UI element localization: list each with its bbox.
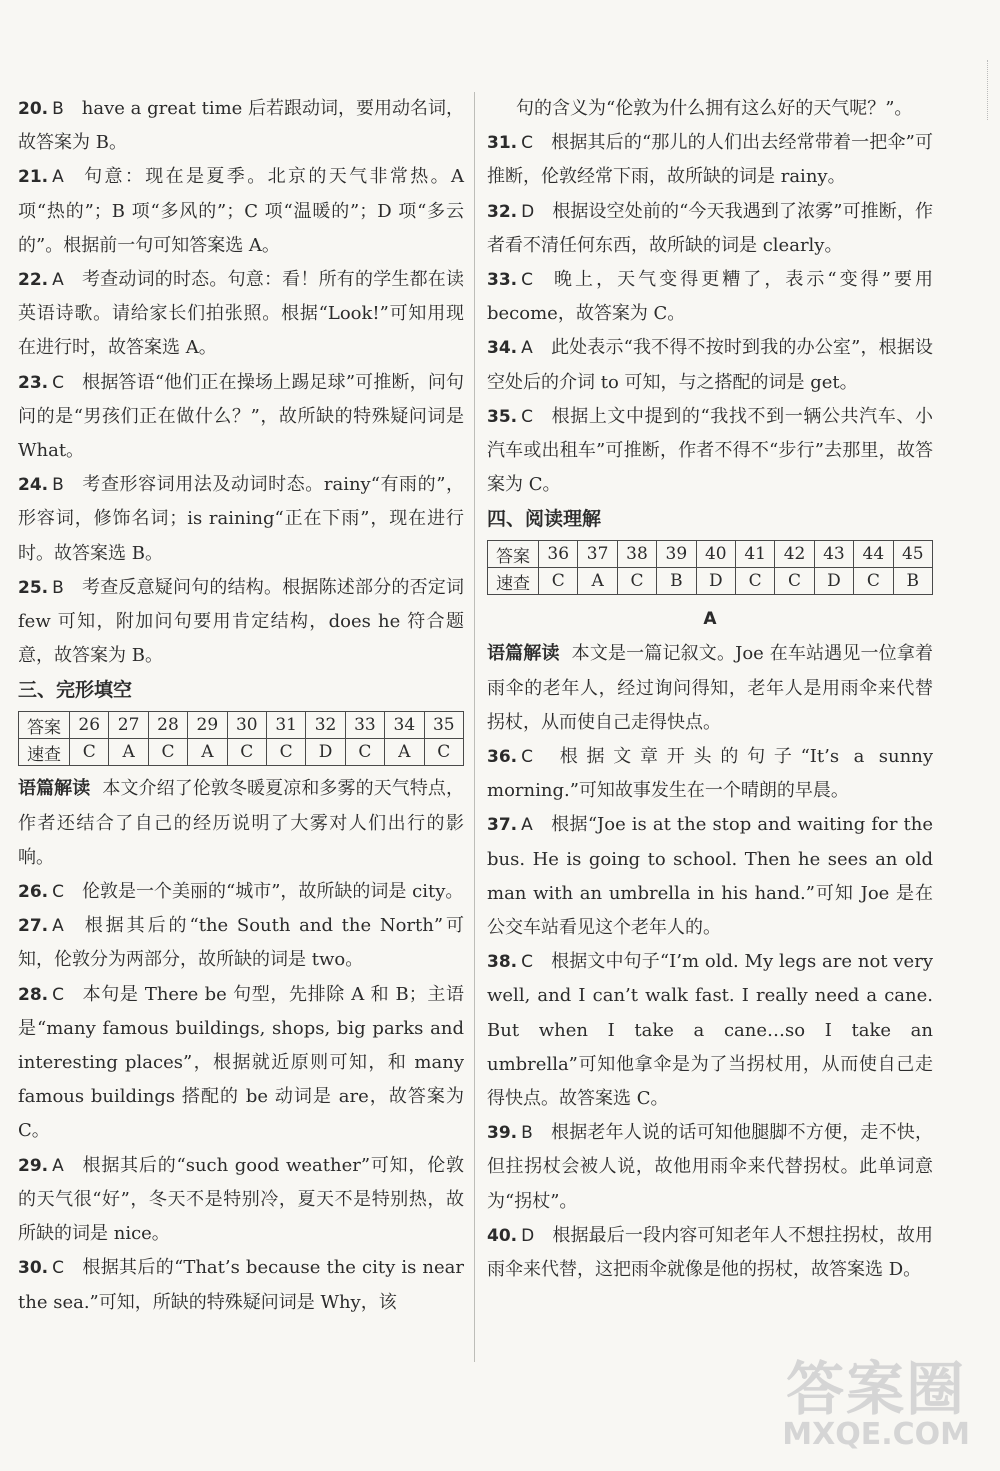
- question-number-cell: 43: [814, 541, 853, 568]
- question-number-cell: 36: [539, 541, 578, 568]
- answer-letter: C: [52, 882, 64, 903]
- question-number-cell: 44: [854, 541, 893, 568]
- question-number-cell: 35: [424, 712, 463, 739]
- check-row-head: 速查: [19, 739, 70, 766]
- reading-answer-table: [487, 540, 933, 595]
- answer-letter: A: [52, 1155, 64, 1176]
- question-number-cell: 45: [893, 541, 932, 568]
- answer-item: [18, 978, 464, 1149]
- explanation-text: 考查反意疑问句的结构。根据陈述部分的否定词 few 可知，附加问句要用肯定结构，does he 符合题意，故答案为 B。: [18, 576, 464, 667]
- question-number: 29.: [18, 1155, 49, 1176]
- explanation-text: 根据老年人说的话可知他腿脚不方便，走不快，但拄拐杖会被人说，故他用雨伞来代替拐杖。此单词意为“拐杖”。: [487, 1122, 933, 1212]
- question-number-cell: 28: [148, 712, 187, 739]
- answer-item: [487, 195, 933, 263]
- answer-cell: C: [266, 739, 305, 766]
- answer-cell: C: [345, 739, 384, 766]
- answer-item: [487, 740, 933, 808]
- explanation-text: 伦敦是一个美丽的“城市”，故所缺的词是 city。: [82, 881, 464, 903]
- question-number: 28.: [18, 984, 49, 1005]
- explanation-text: 根据文中句子“I’m old. My legs are not very well, and I can’t walk fast. I really need a cane. But when I take a cane…so I take an umbrella”可知他拿伞是为了当拐杖用，从而使自己走得快点。故答案选 C。: [487, 951, 933, 1110]
- question-number-cell: 41: [735, 541, 774, 568]
- question-number: 22.: [18, 270, 49, 291]
- explanation-text: 根据“Joe is at the stop and waiting for the bus. He is going to school. Then he sees an old man with an umbrella in his hand.”可知 Joe 是在公交车站看见这个老年人的。: [487, 814, 933, 939]
- item-30-continuation: 句的含义为“伦敦为什么拥有这么好的天气呢？”。: [516, 98, 913, 119]
- answer-cell: C: [424, 739, 463, 766]
- question-number-cell: 30: [227, 712, 266, 739]
- question-number: 35.: [487, 406, 518, 427]
- explanation-text: 句意：现在是夏季。北京的天气非常热。A 项“热的”；B 项“多风的”；C 项“温暖的”；D 项“多云的”。根据前一句可知答案选 A。: [18, 166, 464, 256]
- question-number-cell: 33: [345, 712, 384, 739]
- question-number: 31.: [487, 133, 518, 154]
- analysis-text: 本文介绍了伦敦冬暖夏凉和多雾的天气特点，作者还结合了自己的经历说明了大雾对人们出行的影响。: [18, 778, 465, 868]
- answer-cell: C: [148, 739, 187, 766]
- section-heading-cloze: 三、完形填空: [18, 679, 133, 702]
- answer-letter: B: [521, 1123, 533, 1144]
- answer-item: [18, 366, 464, 469]
- question-number: 40.: [487, 1225, 518, 1246]
- answer-row-head: 答案: [19, 712, 70, 739]
- analysis-label: 语篇解读: [18, 778, 91, 800]
- column-divider: [474, 92, 475, 1362]
- answer-cell: B: [657, 568, 696, 595]
- answer-cell: C: [617, 568, 656, 595]
- explanation-text: 根据其后的“the South and the North”可知，伦敦分为两部分，故所缺的词是 two。: [18, 915, 464, 971]
- analysis-text: 本文是一篇记叙文。Joe 在车站遇见一位拿着雨伞的老年人，经过询问得知，老年人是用雨伞来代替拐杖，从而使自己走得快点。: [487, 643, 933, 733]
- answer-item: [487, 1116, 933, 1219]
- answer-letter: C: [521, 747, 533, 768]
- answer-letter: C: [521, 406, 533, 427]
- answer-letter: C: [52, 1258, 64, 1279]
- right-items-group-1: [487, 126, 933, 502]
- cloze-answer-table: [18, 711, 464, 766]
- analysis-label: 语篇解读: [487, 643, 560, 665]
- answer-letter: C: [52, 372, 64, 393]
- explanation-text: 考查动词的时态。句意：看！所有的学生都在读英语诗歌。请给家长们拍张照。根据“Look!”可知用现在进行时，故答案选 A。: [18, 269, 464, 359]
- explanation-text: 本句是 There be 句型，先排除 A 和 B；主语是“many famous buildings, shops, big parks and interesting places”，根据就近原则可知，和 many famous buildings 搭配的 be 动词是 are，故答案为 C。: [18, 983, 464, 1142]
- question-number-cell: 39: [657, 541, 696, 568]
- watermark-logo-text: 答案圈: [786, 1355, 967, 1423]
- answer-cell: C: [227, 739, 266, 766]
- explanation-text: 根据其后的“That’s because the city is near the sea.”可知，所缺的特殊疑问词是 Why，该: [18, 1257, 464, 1313]
- section-heading-reading: 四、阅读理解: [487, 508, 602, 531]
- answer-item: [18, 92, 464, 160]
- question-number: 36.: [487, 747, 518, 768]
- answer-cell: C: [735, 568, 774, 595]
- answer-letter: C: [521, 952, 533, 973]
- left-items-group-1: [18, 92, 464, 673]
- left-items-group-2: [18, 875, 464, 1320]
- question-number: 23.: [18, 372, 49, 393]
- question-number-cell: 27: [109, 712, 148, 739]
- question-number-cell: 26: [70, 712, 109, 739]
- explanation-text: 根据最后一段内容可知老年人不想拄拐杖，故用雨伞来代替，这把雨伞就像是他的拐杖，故答案选 D。: [487, 1224, 933, 1281]
- answer-cell: A: [578, 568, 617, 595]
- answer-cell: C: [539, 568, 578, 595]
- explanation-text: 考查形容词用法及动词时态。rainy“有雨的”，形容词，修饰名词；is raining“正在下雨”，现在进行时。故答案选 B。: [18, 474, 464, 564]
- cloze-analysis: [18, 772, 464, 875]
- answer-item: [487, 400, 933, 503]
- answer-item: [487, 1219, 933, 1287]
- watermark: [782, 1355, 970, 1452]
- answer-cell: A: [109, 739, 148, 766]
- answer-cell: A: [385, 739, 424, 766]
- answer-cell: A: [188, 739, 227, 766]
- answer-cell: B: [893, 568, 932, 595]
- check-row-head: 速查: [488, 568, 539, 595]
- answer-letter: A: [52, 270, 64, 291]
- answer-cell: C: [775, 568, 814, 595]
- explanation-text: 根据设空处前的“今天我遇到了浓雾”可推断，作者看不清任何东西，故所缺的词是 clearly。: [487, 200, 933, 256]
- answer-item: [18, 160, 464, 263]
- answer-letter: B: [52, 475, 64, 496]
- reading-part-label: A: [703, 609, 717, 630]
- answer-item: [18, 1251, 464, 1319]
- answer-item: [18, 875, 464, 909]
- question-number-cell: 40: [696, 541, 735, 568]
- answer-letter: C: [521, 270, 533, 291]
- answer-cell: C: [70, 739, 109, 766]
- reading-analysis: [487, 637, 933, 740]
- answer-item: [18, 468, 464, 571]
- answer-letter: A: [52, 916, 64, 937]
- answer-cell: D: [814, 568, 853, 595]
- answer-row-head: 答案: [488, 541, 539, 568]
- question-number: 39.: [487, 1123, 518, 1144]
- explanation-text: 根据其后的“那儿的人们出去经常带着一把伞”可推断，伦敦经常下雨，故所缺的词是 rainy。: [487, 132, 933, 188]
- answer-item: [18, 263, 464, 366]
- answer-item: [487, 126, 933, 194]
- question-number: 33.: [487, 270, 518, 291]
- question-number-cell: 31: [266, 712, 305, 739]
- margin-mark: [987, 60, 992, 120]
- explanation-text: 此处表示“我不得不按时到我的办公室”，根据设空处后的介词 to 可知，与之搭配的词是 get。: [487, 337, 933, 393]
- explanation-text: 晚上，天气变得更糟了，表示“变得”要用 become，故答案为 C。: [487, 269, 933, 325]
- answer-item: [18, 909, 464, 977]
- right-column: [487, 92, 933, 1287]
- answer-letter: D: [521, 1225, 535, 1246]
- answer-letter: C: [521, 133, 533, 154]
- answer-letter: C: [52, 984, 64, 1005]
- question-number: 27.: [18, 916, 49, 937]
- answer-letter: B: [52, 577, 64, 598]
- question-number: 37.: [487, 815, 518, 836]
- right-items-group-2: [487, 740, 933, 1287]
- answer-cell: C: [854, 568, 893, 595]
- question-number: 26.: [18, 882, 49, 903]
- question-number-cell: 29: [188, 712, 227, 739]
- watermark-url: MXQE.COM: [782, 1417, 970, 1452]
- question-number: 38.: [487, 952, 518, 973]
- explanation-text: have a great time 后若跟动词，要用动名词，故答案为 B。: [18, 98, 465, 154]
- left-column: [18, 92, 464, 1320]
- question-number-cell: 42: [775, 541, 814, 568]
- question-number: 32.: [487, 201, 518, 222]
- answer-item: [18, 571, 464, 674]
- explanation-text: 根据上文中提到的“我找不到一辆公共汽车、小汽车或出租车”可推断，作者不得不“步行”去那里，故答案为 C。: [487, 405, 933, 496]
- question-number-cell: 34: [385, 712, 424, 739]
- answer-cell: D: [696, 568, 735, 595]
- answer-item: [18, 1149, 464, 1252]
- answer-letter: A: [521, 338, 533, 359]
- answer-cell: D: [306, 739, 345, 766]
- question-number: 25.: [18, 577, 49, 598]
- explanation-text: 根据答语“他们正在操场上踢足球”可推断，问句问的是“男孩们正在做什么？”，故所缺的特殊疑问词是 What。: [18, 371, 464, 462]
- question-number-cell: 38: [617, 541, 656, 568]
- question-number: 34.: [487, 338, 518, 359]
- answer-letter: A: [52, 167, 64, 188]
- question-number: 24.: [18, 475, 49, 496]
- explanation-text: 根据文章开头的句子“It’s a sunny morning.”可知故事发生在一个晴朗的早晨。: [487, 746, 933, 802]
- question-number: 30.: [18, 1258, 49, 1279]
- answer-item: [487, 808, 933, 945]
- answer-letter: A: [521, 815, 533, 836]
- answer-letter: D: [521, 201, 535, 222]
- answer-item: [487, 263, 933, 331]
- question-number-cell: 37: [578, 541, 617, 568]
- answer-item: [487, 945, 933, 1116]
- question-number: 20.: [18, 99, 49, 119]
- answer-item: [487, 331, 933, 399]
- answer-letter: B: [52, 99, 64, 119]
- question-number: 21.: [18, 167, 49, 188]
- explanation-text: 根据其后的“such good weather”可知，伦敦的天气很“好”，冬天不是特别冷，夏天不是特别热，故所缺的词是 nice。: [18, 1154, 464, 1245]
- question-number-cell: 32: [306, 712, 345, 739]
